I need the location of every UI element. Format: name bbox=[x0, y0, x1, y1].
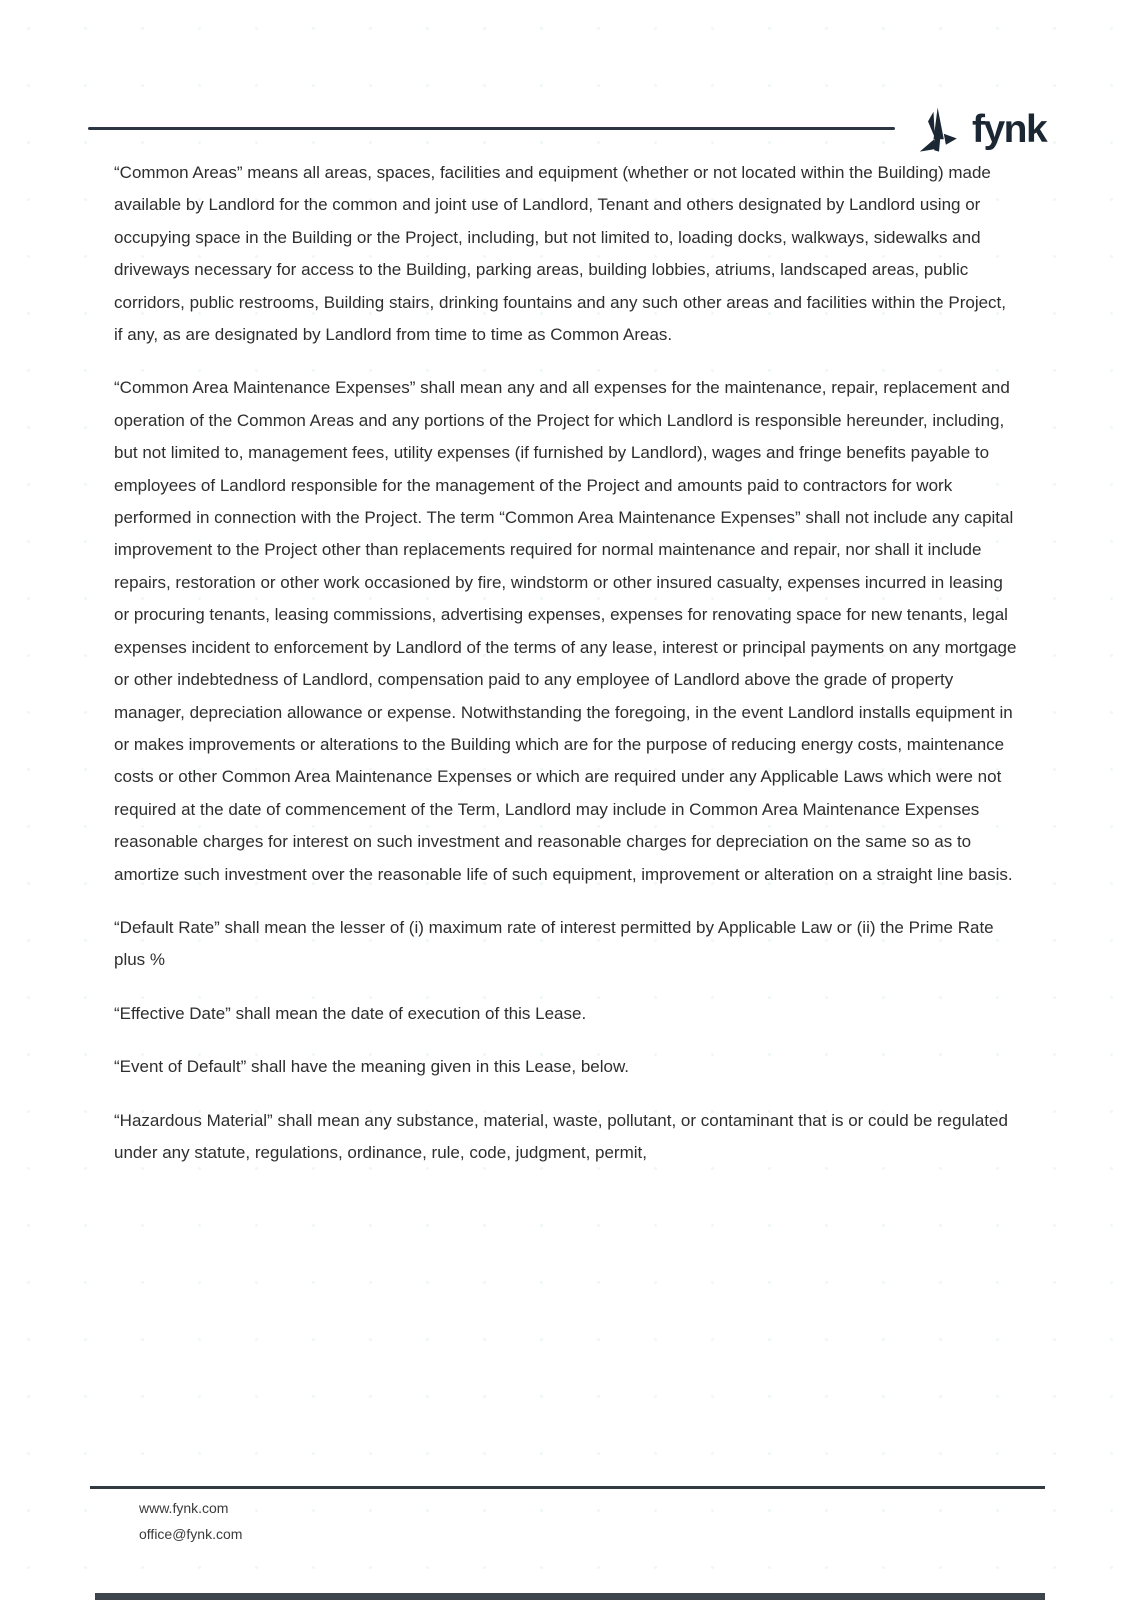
paragraph-default-rate: “Default Rate” shall mean the lesser of (i) maximum rate of interest permitted by Applicable Law or (ii) the Prime Rate plus % bbox=[114, 917, 994, 970]
document-body bbox=[114, 157, 1017, 1190]
page-footer bbox=[139, 1495, 242, 1547]
paragraph-common-areas: “Common Areas” means all areas, spaces, facilities and equipment (whether or not located within the Building) made available by Landlord for the common and joint use of Landlord, Tenant and others designated by Landlord using or occupying space in the Building or the Project, including, but not limited to, loading docks, walkways, sidewalks and driveways necessary for access to the Building, parking areas, building lobbies, atriums, landscaped areas, public corridors, public restrooms, Building stairs, drinking fountains and any such other areas and facilities within the Project, if any, as are designated by Landlord from time to time as Common Areas. bbox=[114, 163, 1006, 345]
paragraph-hazardous-material: “Hazardous Material” shall mean any substance, material, waste, pollutant, or contaminant that is or could be regulated under any statute, regulations, ordinance, rule, code, judgment, permit, bbox=[114, 1110, 1008, 1162]
header-rule bbox=[88, 127, 895, 130]
logo-wordmark: fynk bbox=[972, 107, 1047, 151]
paragraph-event-of-default: “Event of Default” shall have the meaning given in this Lease, below. bbox=[114, 1057, 630, 1077]
next-page-edge-rule bbox=[95, 1593, 1045, 1600]
footer-email: office@fynk.com bbox=[139, 1526, 243, 1542]
fynk-logo bbox=[915, 100, 1046, 162]
paragraph-common-area-maintenance-expenses: “Common Area Maintenance Expenses” shall mean any and all expenses for the maintenance, repair, replacement and operation of the Common Areas and any portions of the Project for which Landlord is responsible hereunder, including, but not limited to, management fees, utility expenses (if furnished by Landlord), wages and fringe benefits payable to employees of Landlord responsible for the management of the Project and amounts paid to contractors for work performed in connection with the Project. The term “Common Area Maintenance Expenses” shall not include any capital improvement to the Project other than replacements required for normal maintenance and repair, nor shall it include repairs, restoration or other work occasioned by fire, windstorm or other insured casualty, expenses incurred in leasing or procuring tenants, leasing commissions, advertising expenses, expenses for renovating space for new tenants, legal expenses incident to enforcement by Landlord of the terms of any lease, interest or principal payments on any mortgage or other indebtedness of Landlord, compensation paid to any employee of Landlord above the grade of property manager, depreciation allowance or expense. Notwithstanding the foregoing, in the event Landlord installs equipment in or makes improvements or alterations to the Building which are for the purpose of reducing energy costs, maintenance costs or other Common Area Maintenance Expenses or which are required under any Applicable Laws which were not required at the date of commencement of the Term, Landlord may include in Common Area Maintenance Expenses reasonable charges for interest on such investment and reasonable charges for depreciation on the same so as to amortize such investment over the reasonable life of such equipment, improvement or alteration on a straight line basis. bbox=[114, 378, 1017, 884]
origami-bird-icon bbox=[915, 102, 963, 160]
footer-website: www.fynk.com bbox=[139, 1500, 229, 1516]
footer-rule bbox=[90, 1486, 1045, 1489]
paragraph-effective-date: “Effective Date” shall mean the date of execution of this Lease. bbox=[114, 1003, 587, 1023]
